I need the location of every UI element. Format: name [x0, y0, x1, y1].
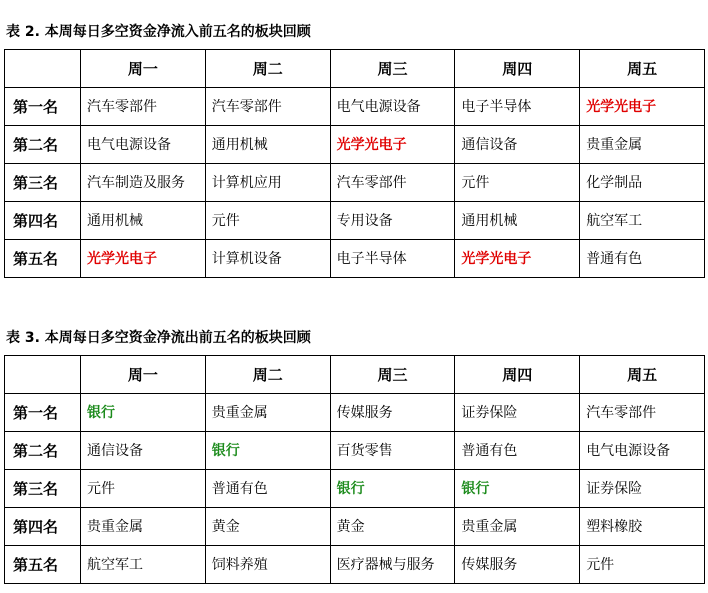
- sector-cell: 普通有色: [580, 240, 705, 278]
- sector-cell: 电子半导体: [330, 240, 455, 278]
- rank-label: 第四名: [5, 508, 81, 546]
- sector-cell: 普通有色: [205, 470, 330, 508]
- sector-cell: 通用机械: [455, 202, 580, 240]
- table-row: [5, 240, 705, 278]
- day-header-thu: 周四: [455, 50, 580, 88]
- table-row: [5, 394, 705, 432]
- sector-cell: 银行: [330, 470, 455, 508]
- rank-label: 第一名: [5, 394, 81, 432]
- sector-cell: 光学光电子: [330, 126, 455, 164]
- sector-cell: 电气电源设备: [330, 88, 455, 126]
- sector-cell: 银行: [81, 394, 206, 432]
- day-header-fri: 周五: [580, 356, 705, 394]
- rank-label: 第一名: [5, 88, 81, 126]
- sector-cell: 银行: [205, 432, 330, 470]
- net-inflow-top5-table: [4, 49, 705, 278]
- sector-cell: 传媒服务: [330, 394, 455, 432]
- sector-cell: 光学光电子: [580, 88, 705, 126]
- day-header-thu: 周四: [455, 356, 580, 394]
- net-outflow-top5-table: [4, 355, 705, 584]
- table-3-caption: 表 3. 本周每日多空资金净流出前五名的板块回顾: [6, 330, 311, 346]
- sector-cell: 塑料橡胶: [580, 508, 705, 546]
- sector-cell: 光学光电子: [81, 240, 206, 278]
- sector-cell: 航空军工: [580, 202, 705, 240]
- day-header-tue: 周二: [205, 50, 330, 88]
- sector-cell: 通信设备: [455, 126, 580, 164]
- corner-cell: [5, 50, 81, 88]
- sector-cell: 汽车制造及服务: [81, 164, 206, 202]
- sector-cell: 计算机应用: [205, 164, 330, 202]
- table-2-caption: 表 2. 本周每日多空资金净流入前五名的板块回顾: [6, 24, 311, 40]
- sector-cell: 饲料养殖: [205, 546, 330, 584]
- sector-cell: 普通有色: [455, 432, 580, 470]
- sector-cell: 银行: [455, 470, 580, 508]
- sector-cell: 元件: [580, 546, 705, 584]
- sector-cell: 电子半导体: [455, 88, 580, 126]
- sector-cell: 黄金: [205, 508, 330, 546]
- corner-cell: [5, 356, 81, 394]
- sector-cell: 汽车零部件: [81, 88, 206, 126]
- day-header-wed: 周三: [330, 50, 455, 88]
- table-row: [5, 164, 705, 202]
- sector-cell: 传媒服务: [455, 546, 580, 584]
- sector-cell: 贵重金属: [580, 126, 705, 164]
- sector-cell: 元件: [81, 470, 206, 508]
- rank-label: 第二名: [5, 432, 81, 470]
- sector-cell: 通信设备: [81, 432, 206, 470]
- rank-label: 第四名: [5, 202, 81, 240]
- day-header-mon: 周一: [81, 50, 206, 88]
- rank-label: 第三名: [5, 164, 81, 202]
- rank-label: 第三名: [5, 470, 81, 508]
- sector-cell: 贵重金属: [205, 394, 330, 432]
- table-row: [5, 126, 705, 164]
- table-row: [5, 546, 705, 584]
- sector-cell: 计算机设备: [205, 240, 330, 278]
- sector-cell: 医疗器械与服务: [330, 546, 455, 584]
- rank-label: 第五名: [5, 240, 81, 278]
- sector-cell: 贵重金属: [81, 508, 206, 546]
- sector-cell: 汽车零部件: [330, 164, 455, 202]
- table-row: [5, 88, 705, 126]
- day-header-wed: 周三: [330, 356, 455, 394]
- sector-cell: 电气电源设备: [81, 126, 206, 164]
- sector-cell: 化学制品: [580, 164, 705, 202]
- sector-cell: 汽车零部件: [580, 394, 705, 432]
- sector-cell: 电气电源设备: [580, 432, 705, 470]
- table-row: [5, 432, 705, 470]
- sector-cell: 专用设备: [330, 202, 455, 240]
- sector-cell: 证券保险: [580, 470, 705, 508]
- table-row: [5, 508, 705, 546]
- sector-cell: 百货零售: [330, 432, 455, 470]
- table-row: [5, 470, 705, 508]
- rank-label: 第五名: [5, 546, 81, 584]
- table-row: [5, 202, 705, 240]
- header-row: [5, 356, 705, 394]
- sector-cell: 证券保险: [455, 394, 580, 432]
- day-header-tue: 周二: [205, 356, 330, 394]
- day-header-fri: 周五: [580, 50, 705, 88]
- header-row: [5, 50, 705, 88]
- sector-cell: 黄金: [330, 508, 455, 546]
- sector-cell: 通用机械: [81, 202, 206, 240]
- day-header-mon: 周一: [81, 356, 206, 394]
- sector-cell: 汽车零部件: [205, 88, 330, 126]
- sector-cell: 贵重金属: [455, 508, 580, 546]
- sector-cell: 元件: [205, 202, 330, 240]
- sector-cell: 元件: [455, 164, 580, 202]
- sector-cell: 通用机械: [205, 126, 330, 164]
- rank-label: 第二名: [5, 126, 81, 164]
- sector-cell: 光学光电子: [455, 240, 580, 278]
- sector-cell: 航空军工: [81, 546, 206, 584]
